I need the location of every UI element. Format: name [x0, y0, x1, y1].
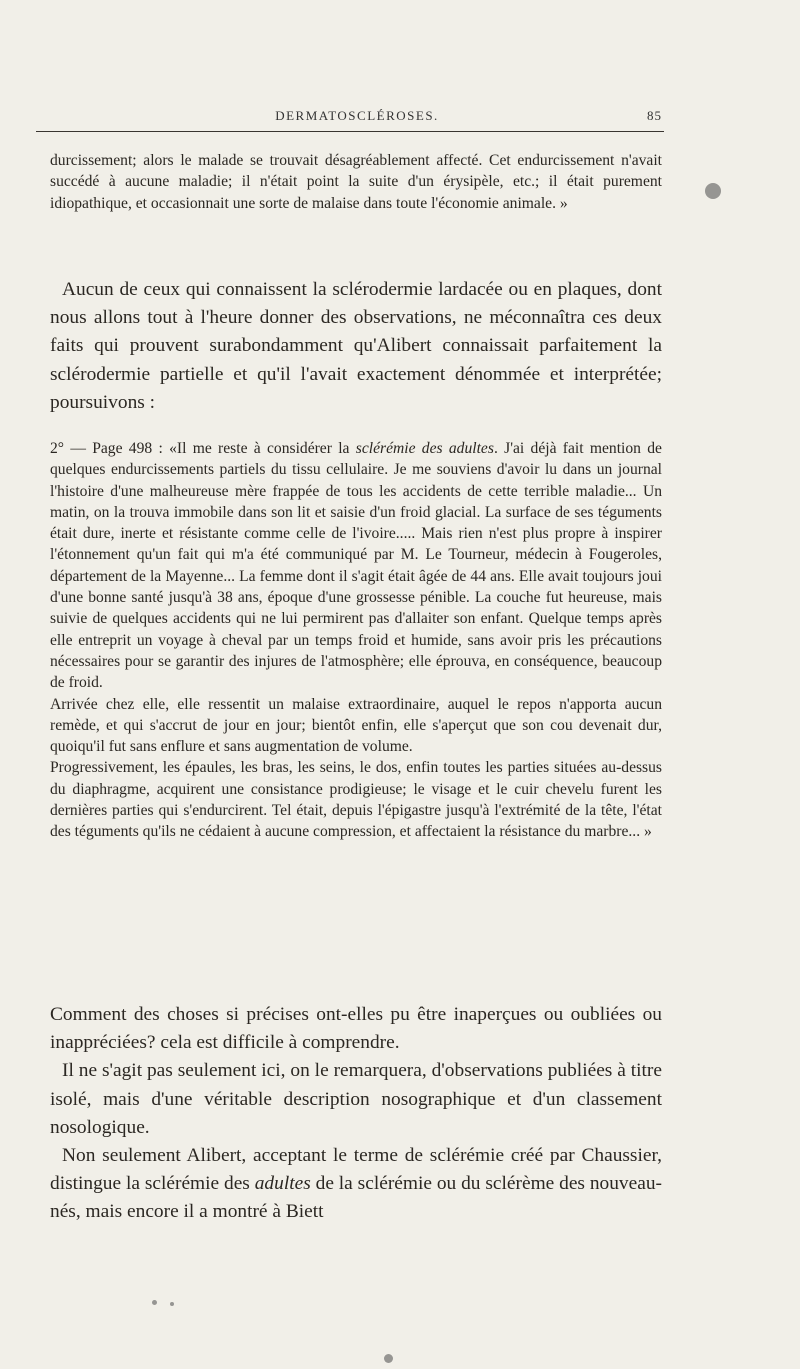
- running-head: [52, 108, 662, 128]
- second-quote-paragraph-one: [50, 438, 662, 694]
- closing-paragraphs-block: [50, 1001, 662, 1227]
- paper-spot: [384, 1354, 393, 1363]
- paragraph-four-text: [50, 1142, 662, 1227]
- second-quote-block: [50, 438, 662, 843]
- opening-quote-text: durcissement; alors le malade se trouvait désagréablement affecté. Cet endurcissement n'avait succédé à aucune maladie; il n'était point la suite d'un érysipèle, etc.; il était purement idiopathique, et occasionnait une sorte de malaise dans toute l'économie animale. »: [50, 152, 662, 212]
- second-quote-lead: 2° — Page 498 : «Il me reste à considérer la: [50, 440, 356, 457]
- paragraph-one-block: [50, 276, 662, 417]
- paragraph-one-text: Aucun de ceux qui connaissent la sclérodermie lardacée ou en plaques, dont nous allons tout à l'heure donner des observations, ne méconnaîtra ces deux faits qui prouvent surabondamment qu'Alibert connaissait parfaitement la sclérodermie partielle et qu'il l'avait exactement dénommée et interprétée; poursuivons :: [50, 279, 662, 413]
- second-quote-paragraph-three: Progressivement, les épaules, les bras, les seins, le dos, enfin toutes les parties situées au-dessus du diaphragme, acquirent une consistance prodigieuse; le visage et le cuir chevelu furent les dernières parties qui s'endurcirent. Tel était, depuis l'épigastre jusqu'à l'extrémité de la tête, l'état des téguments qu'ils ne cédaient à aucune compression, et affectaient la résistance du marbre... »: [50, 759, 662, 841]
- running-title: DERMATOSCLÉROSES.: [275, 108, 439, 123]
- paper-spot: [152, 1300, 157, 1305]
- second-quote-italic: sclérémie des adultes: [355, 440, 494, 457]
- header-rule: [36, 131, 664, 132]
- page-number: 85: [647, 108, 662, 123]
- second-quote-rest: . J'ai déjà fait mention de quelques endurcissements partiels du tissu cellulaire. Je me souviens d'avoir lu dans un journal l'histoire d'une malheureuse mère frappée de tous les accidents de cette terrible maladie... Un matin, on la trouva immobile dans son lit et saisie d'un froid glacial. La surface de ses téguments était dure, inerte et résistante comme celle de l'ivoire..... Mais rien n'est plus propre à inspirer l'étonnement qu'un fait qui m'a été communiqué par M. Le Tourneur, médecin à Fougeroles, département de la Mayenne... La femme dont il s'agit était âgée de 44 ans. Elle avait toujours joui d'une bonne santé jusqu'à 38 ans, époque d'une grossesse pénible. La couche fut heureuse, mais suivie de quelques accidents qui ne lui permirent pas d'allaiter son enfant. Quelque temps après elle entreprit un voyage à cheval par un temps froid et humide, sans avoir pris les précautions nécessaires pour se garantir des injures de l'atmosphère; elle éprouva, en conséquence, beaucoup de froid.: [50, 440, 662, 692]
- paper-spot: [705, 183, 721, 199]
- paragraph-four-lead: Non seulement Alibert, acceptant le terme de sclérémie créé par Chaussier, distingue la sclérémie des: [50, 1145, 662, 1195]
- opening-quote-block: [50, 150, 662, 214]
- paper-spot: [170, 1302, 174, 1306]
- paragraph-four-italic: adultes: [254, 1173, 311, 1195]
- paragraph-two-text: Comment des choses si précises ont-elles pu être inaperçues ou oubliées ou inappréciées? cela est difficile à comprendre.: [50, 1004, 662, 1054]
- paragraph-four-rest: de la sclérémie ou du sclérème des nouveau-nés, mais encore il a montré à Biett: [50, 1173, 662, 1223]
- paragraph-three-text: Il ne s'agit pas seulement ici, on le remarquera, d'observations publiées à titre isolé, mais d'une véritable description nosographique et d'un classement nosologique.: [50, 1060, 662, 1138]
- second-quote-paragraph-two: Arrivée chez elle, elle ressentit un malaise extraordinaire, auquel le repos n'apporta aucun remède, et qui s'accrut de jour en jour; bientôt enfin, elle s'aperçut que son cou devenait dur, quoiqu'il fut sans enflure et sans augmentation de volume.: [50, 695, 662, 756]
